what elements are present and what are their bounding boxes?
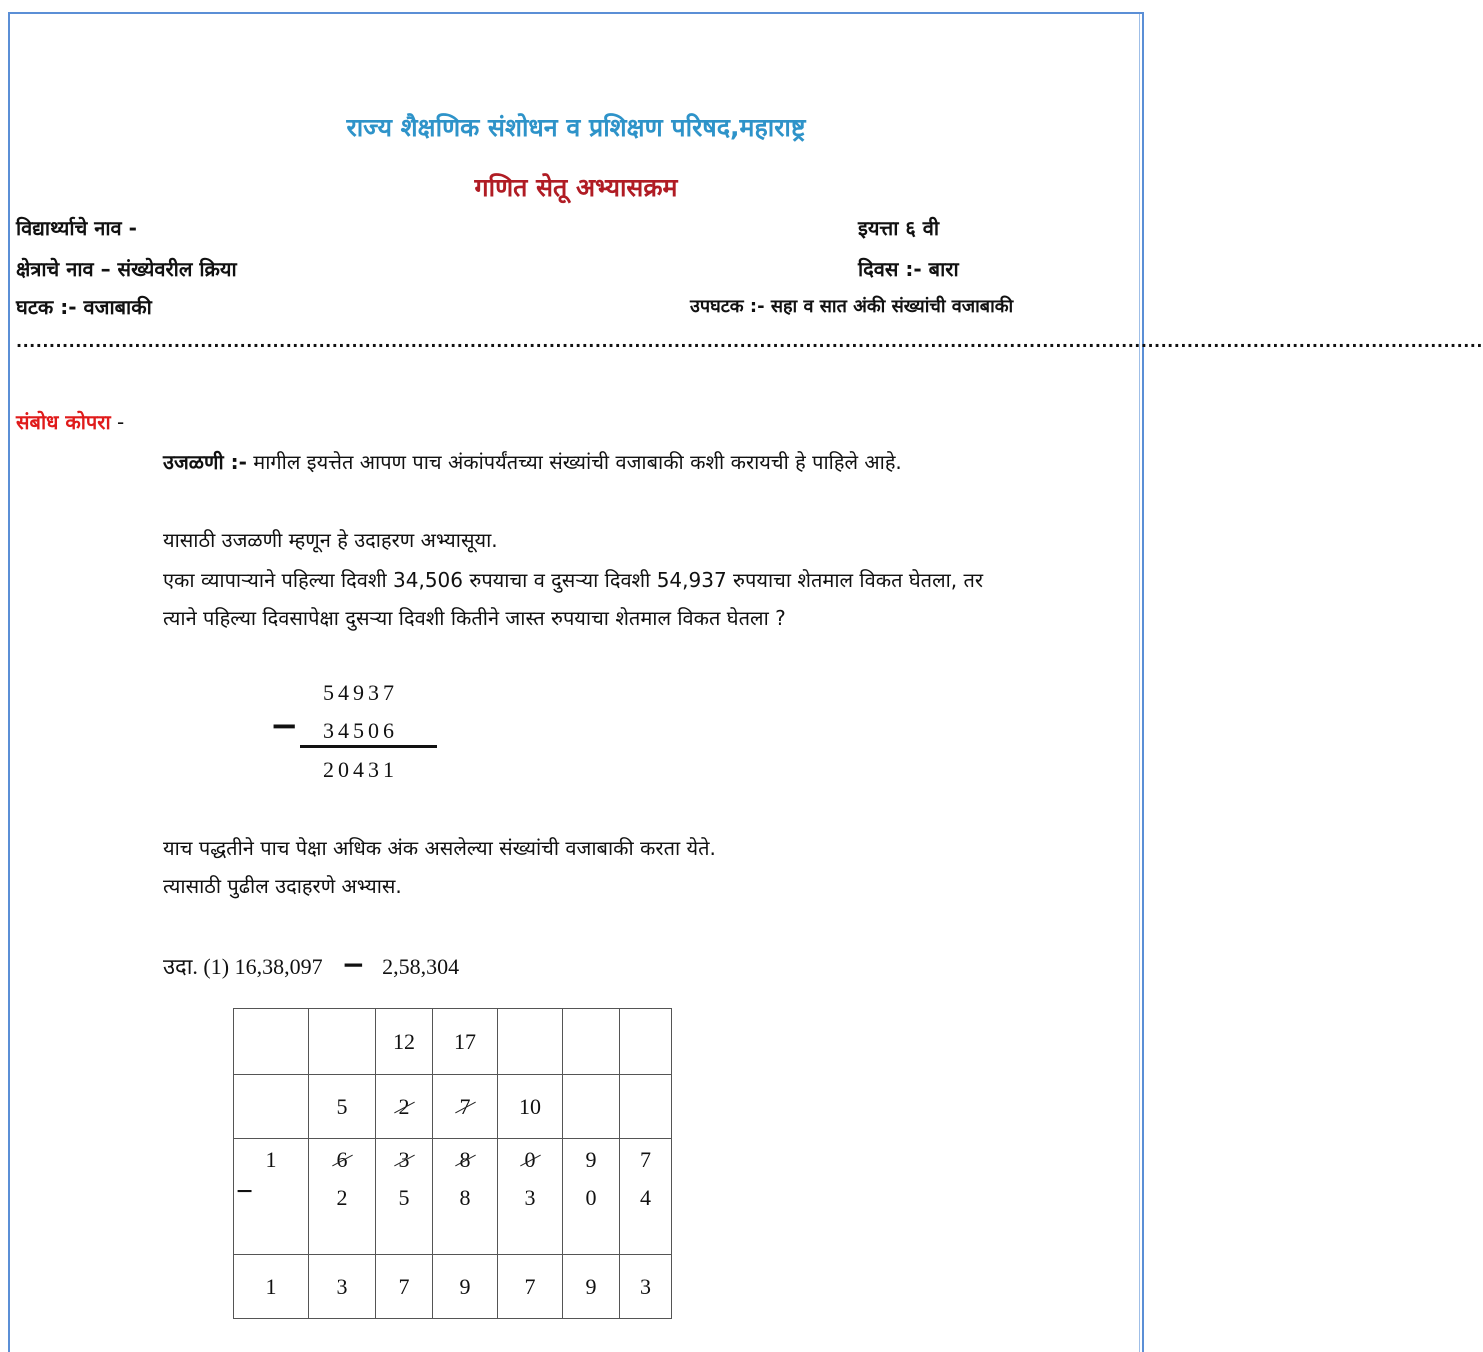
calc-rule [300, 745, 437, 748]
unit-label: घटक :- वजाबाकी [16, 295, 152, 319]
grid-cell [498, 1009, 563, 1075]
problem-line-2: त्याने पहिल्या दिवसापेक्षा दुसऱ्या दिवशी कितीने जास्त रुपयाचा शेतमाल विकत घेतला ? [163, 606, 786, 630]
grid-cell: 10 [498, 1075, 563, 1139]
example-intro: यासाठी उजळणी म्हणून हे उदाहरण अभ्यासूया. [163, 528, 498, 552]
subtrahend-digit: 2 [336, 1185, 348, 1210]
borrow-row-1 [234, 1075, 672, 1139]
struck-digit: 3 [398, 1147, 410, 1172]
grid-cell [309, 1009, 376, 1075]
grid-cell: 9 [563, 1255, 620, 1319]
struck-digit: 2 [398, 1093, 410, 1119]
operand-row [234, 1139, 672, 1255]
subtrahend-digit: 5 [398, 1185, 410, 1210]
area-label: क्षेत्राचे नाव – संख्येवरील क्रिया [16, 257, 237, 281]
calc-subtrahend: 34506 [323, 718, 398, 743]
grid-cell [498, 1139, 563, 1255]
minuend-digit: 1 [265, 1147, 277, 1172]
problem-line-1: एका व्यापाऱ्याने पहिल्या दिवशी 34,506 रुपयाचा व दुसऱ्या दिवशी 54,937 रुपयाचा शेतमाल विकत घेतला, तर [163, 568, 984, 592]
struck-digit: 0 [524, 1147, 536, 1172]
course-title: गणित सेतू अभ्यासक्रम [474, 173, 678, 202]
grid-cell [376, 1075, 433, 1139]
grid-cell [309, 1139, 376, 1255]
grid-cell [433, 1139, 498, 1255]
grid-cell [376, 1139, 433, 1255]
grid-cell [563, 1075, 620, 1139]
struck-digit: 7 [459, 1093, 471, 1119]
separator-dots: ............................................................................................................................................................................................................................... [16, 332, 1483, 351]
calc-result: 20431 [323, 757, 398, 782]
student-name-label: विद्यार्थ्याचे नाव - [16, 216, 137, 240]
grid-cell [433, 1075, 498, 1139]
revision-label: उजळणी :- [163, 450, 247, 474]
grid-minus-sign: − [236, 1175, 254, 1208]
example-1-minus: − [341, 948, 366, 981]
grid-cell: 17 [433, 1009, 498, 1075]
struck-digit: 6 [336, 1147, 348, 1172]
method-line-2: त्यासाठी पुढील उदाहरणे अभ्यास. [163, 874, 402, 898]
borrow-row-2 [234, 1009, 672, 1075]
grid-cell [620, 1075, 672, 1139]
calc-minus-sign: − [270, 706, 299, 746]
struck-digit: 8 [459, 1147, 471, 1172]
subtrahend-digit: 0 [585, 1185, 597, 1210]
result-row [234, 1255, 672, 1319]
grid-cell: 5 [309, 1075, 376, 1139]
subtrahend-digit: 3 [524, 1185, 536, 1210]
method-line-1: याच पद्धतीने पाच पेक्षा अधिक अंक असलेल्या संख्यांची वजाबाकी करता येते. [163, 836, 716, 860]
organization-title: राज्य शैक्षणिक संशोधन व प्रशिक्षण परिषद,महाराष्ट्र [346, 113, 806, 142]
example-1 [163, 948, 459, 981]
grid-cell: 9 [433, 1255, 498, 1319]
grid-cell: 12 [376, 1009, 433, 1075]
example-1-a: उदा. (1) 16,38,097 [163, 954, 323, 979]
grid-cell [234, 1139, 309, 1255]
grid-cell [620, 1009, 672, 1075]
grid-cell [563, 1139, 620, 1255]
subtrahend-digit: 4 [640, 1185, 651, 1210]
grid-cell: 3 [309, 1255, 376, 1319]
revision-text: मागील इयत्तेत आपण पाच अंकांपर्यंतच्या संख्यांची वजाबाकी कशी करायची हे पाहिले आहे. [246, 450, 902, 474]
example-1-b: 2,58,304 [382, 954, 460, 979]
grade-label: इयत्ता ६ वी [858, 216, 940, 240]
grid-cell: 1 [234, 1255, 309, 1319]
subunit-label: उपघटक :- सहा व सात अंकी संख्यांची वजाबाकी [690, 296, 1014, 317]
calc-minuend: 54937 [323, 680, 398, 705]
minuend-digit: 7 [640, 1147, 651, 1172]
concept-corner-label: संबोध कोपरा [16, 410, 111, 434]
grid-cell [234, 1009, 309, 1075]
grid-cell [234, 1075, 309, 1139]
grid-cell: 7 [498, 1255, 563, 1319]
grid-cell [620, 1139, 672, 1255]
minuend-digit: 9 [585, 1147, 597, 1172]
grid-cell: 3 [620, 1255, 672, 1319]
subtrahend-digit: 8 [459, 1185, 471, 1210]
concept-corner-dash: - [110, 410, 125, 434]
grid-cell: 7 [376, 1255, 433, 1319]
concept-corner [16, 408, 124, 435]
subtraction-grid [233, 1008, 672, 1319]
revision-line [163, 448, 902, 475]
day-label: दिवस :- बारा [858, 257, 959, 281]
grid-cell [563, 1009, 620, 1075]
